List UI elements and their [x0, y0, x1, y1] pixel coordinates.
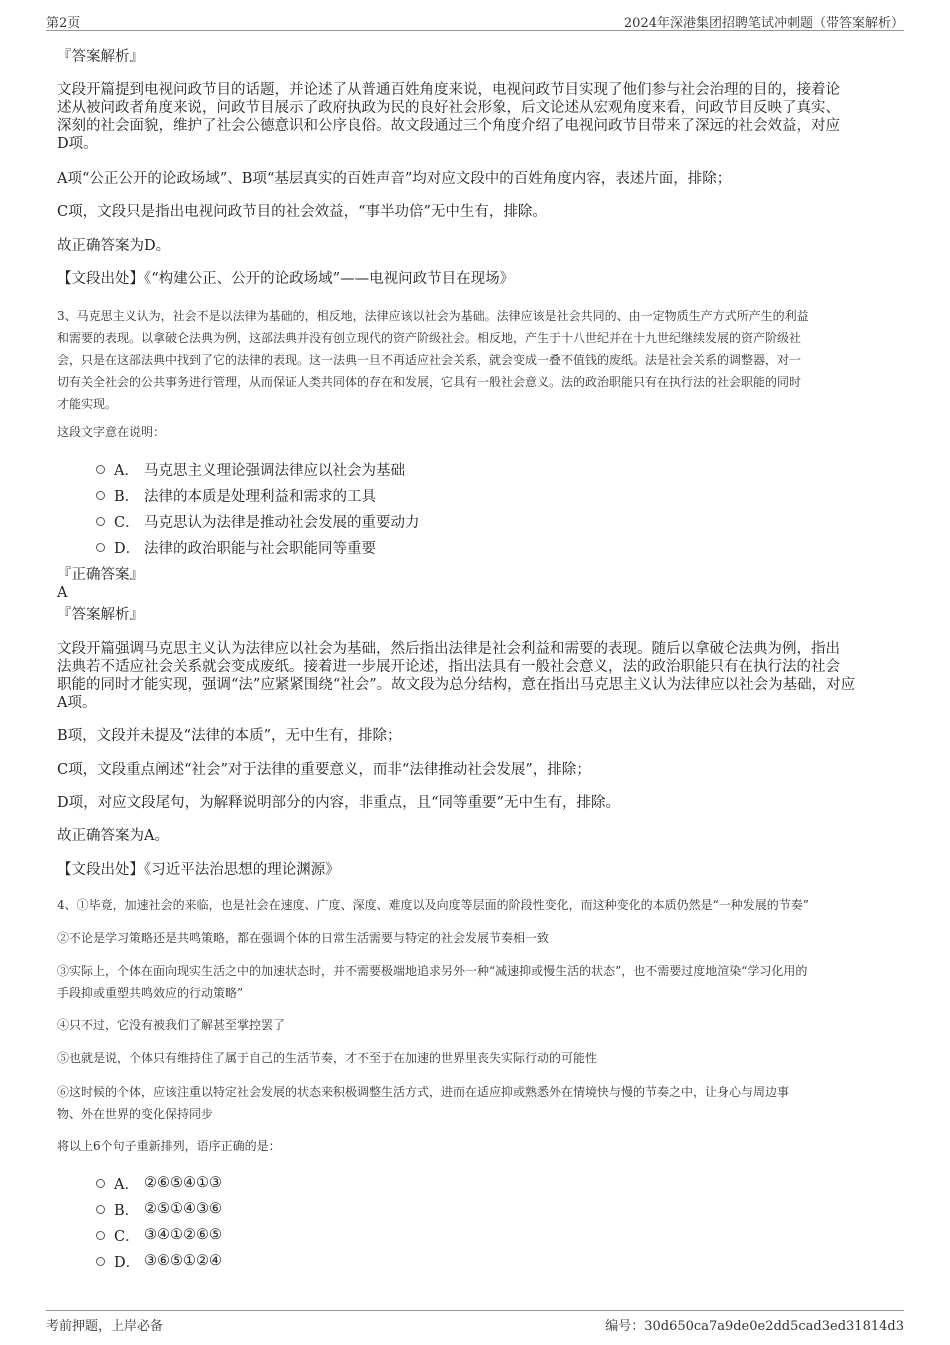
- q2-analysis: [57, 81, 893, 153]
- sentence-line: ⑥这时候的个体，应该注重以特定社会发展的状态来积极调整生活方式，进而在适应抑或熟悉外在情境快与慢的节奏之中，让身心与周边事: [57, 1085, 790, 1099]
- q3-source: 【文段出处】《习近平法治思想的理论渊源》: [57, 862, 340, 878]
- sentence-line: 物、外在世界的变化保持同步: [57, 1107, 214, 1121]
- q4-sentence-3: [57, 960, 893, 1004]
- q3-correct-label: 『正确答案』: [57, 567, 144, 583]
- q4-prompt: 将以上6个句子重新排列，语序正确的是：: [57, 1139, 281, 1153]
- q2-source: 【文段出处】《“构建公正、公开的论政场域”——电视问政节目在现场》: [57, 271, 515, 287]
- stem-line: 和需要的表现。以拿破仑法典为例，这部法典并没有创立现代的资产阶级社会。相反地，产生于十八世纪并在十九世纪继续发展的资产阶级社: [57, 331, 802, 345]
- stem-line: 会，只是在这部法典中找到了它的法律的表现。这一法典一旦不再适应社会关系，就会变成一叠不值钱的废纸。法是社会关系的调整器，对一: [57, 353, 802, 367]
- analysis-line: A项。: [57, 695, 97, 711]
- q3-para-b: B项，文段并未提及“法律的本质”，无中生有，排除；: [57, 728, 402, 744]
- stem-line: 才能实现。: [57, 397, 118, 411]
- analysis-line: D项。: [57, 136, 98, 152]
- analysis-line: 深刻的社会面貌，维护了社会公德意识和公序良俗。故文段通过三个角度介绍了电视问政节目带来了深远的社会效益，对应: [57, 118, 840, 134]
- radio-icon[interactable]: [96, 465, 105, 474]
- q3-option-a[interactable]: A． 马克思主义理论强调法律应以社会为基础: [96, 456, 420, 482]
- document-title: 2024年深港集团招聘笔试冲刺题（带答案解析）: [623, 16, 904, 31]
- q3-option-d[interactable]: D． 法律的政治职能与社会职能同等重要: [96, 534, 420, 560]
- sentence-line: ③实际上，个体在面向现实生活之中的加速状态时，并不需要极端地追求另外一种“减速抑或慢生活的状态”，也不需要过度地渲染“学习化用的: [57, 964, 808, 978]
- radio-icon[interactable]: [96, 1179, 105, 1188]
- sentence-line: 手段抑或重塑共鸣效应的行动策略”: [57, 986, 244, 1000]
- q3-prompt: 这段文字意在说明：: [57, 425, 166, 439]
- q3-analysis-label: 『答案解析』: [57, 607, 144, 623]
- page-header: [46, 10, 904, 31]
- footer-slogan: 考前押题，上岸必备: [46, 1319, 164, 1334]
- q2-para-c: C项，文段只是指出电视问政节目的社会效益，“事半功倍”无中生有，排除。: [57, 204, 547, 220]
- analysis-line: 法典若不适应社会关系就会变成废纸。接着进一步展开论述，指出法具有一般社会意义，法的政治职能只有在执行法的社会: [57, 659, 840, 675]
- q4-option-c[interactable]: C． ③④①②⑥⑤: [96, 1222, 222, 1248]
- q4-option-d[interactable]: D． ③⑥⑤①②④: [96, 1248, 222, 1274]
- q4-sentence-5: ⑤也就是说，个体只有维持住了属于自己的生活节奏，才不至于在加速的世界里丧失实际行动的可能性: [57, 1051, 598, 1065]
- radio-icon[interactable]: [96, 517, 105, 526]
- analysis-line: 职能的同时才能实现，强调“法”应紧紧围绕“社会”。故文段为总分结构，意在指出马克思主义认为法律应以社会为基础，对应: [57, 677, 856, 693]
- q3-para-c: C项，文段重点阐述“社会”对于法律的重要意义，而非“法律推动社会发展”，排除；: [57, 762, 591, 778]
- stem-line: 3、马克思主义认为，社会不是以法律为基础的，相反地，法律应该以社会为基础。法律应该是社会共同的、由一定物质生产方式所产生的利益: [57, 309, 809, 323]
- stem-line: 切有关全社会的公共事务进行管理，从而保证人类共同体的存在和发展，它具有一般社会意义。法的政治职能只有在执行法的社会职能的同时: [57, 375, 802, 389]
- q3-options: [96, 456, 420, 560]
- q3-correct-value: A: [57, 585, 68, 601]
- q3-answer: 故正确答案为A。: [57, 828, 169, 844]
- radio-icon[interactable]: [96, 1231, 105, 1240]
- q4-sentence-6: [57, 1081, 893, 1125]
- q3-option-b[interactable]: B． 法律的本质是处理利益和需求的工具: [96, 482, 420, 508]
- analysis-line: 文段开篇提到电视问政节目的话题，并论述了从普通百姓角度来说，电视问政节目实现了他们参与社会治理的目的，接着论: [57, 82, 840, 98]
- q3-analysis: [57, 640, 893, 712]
- q4-sentence-1: 4、①毕竟，加速社会的来临，也是社会在速度、广度、深度、难度以及向度等层面的阶段性变化，而这种变化的本质仍然是“一种发展的节奏”: [57, 898, 809, 912]
- document-id: 编号：30d650ca7a9de0e2dd5cad3ed31814d3: [605, 1319, 904, 1334]
- q4-options: [96, 1170, 222, 1274]
- q2-answer: 故正确答案为D。: [57, 238, 171, 254]
- radio-icon[interactable]: [96, 491, 105, 500]
- analysis-line: 文段开篇强调马克思主义认为法律应以社会为基础，然后指出法律是社会利益和需要的表现。随后以拿破仑法典为例，指出: [57, 641, 840, 657]
- q4-sentence-2: ②不论是学习策略还是共鸣策略，都在强调个体的日常生活需要与特定的社会发展节奏相一致: [57, 931, 550, 945]
- q3-stem: [57, 305, 893, 415]
- q4-option-a[interactable]: A． ②⑥⑤④①③: [96, 1170, 222, 1196]
- radio-icon[interactable]: [96, 1205, 105, 1214]
- radio-icon[interactable]: [96, 1257, 105, 1266]
- q2-analysis-label: 『答案解析』: [57, 49, 144, 65]
- q2-para-ab: A项“公正公开的论政场域”、B项“基层真实的百姓声音”均对应文段中的百姓角度内容，表述片面，排除；: [57, 171, 732, 187]
- page-number: 第2页: [46, 16, 81, 31]
- radio-icon[interactable]: [96, 543, 105, 552]
- page-footer: [46, 1310, 904, 1335]
- analysis-line: 述从被问政者角度来说，问政节目展示了政府执政为民的良好社会形象，后文论述从宏观角度来看，问政节目反映了真实、: [57, 100, 840, 116]
- q4-option-b[interactable]: B． ②⑤①④③⑥: [96, 1196, 222, 1222]
- q4-sentence-4: ④只不过，它没有被我们了解甚至掌控罢了: [57, 1018, 286, 1032]
- q3-option-c[interactable]: C． 马克思认为法律是推动社会发展的重要动力: [96, 508, 420, 534]
- q3-para-d: D项，对应文段尾句，为解释说明部分的内容，非重点，且“同等重要”无中生有，排除。: [57, 795, 620, 811]
